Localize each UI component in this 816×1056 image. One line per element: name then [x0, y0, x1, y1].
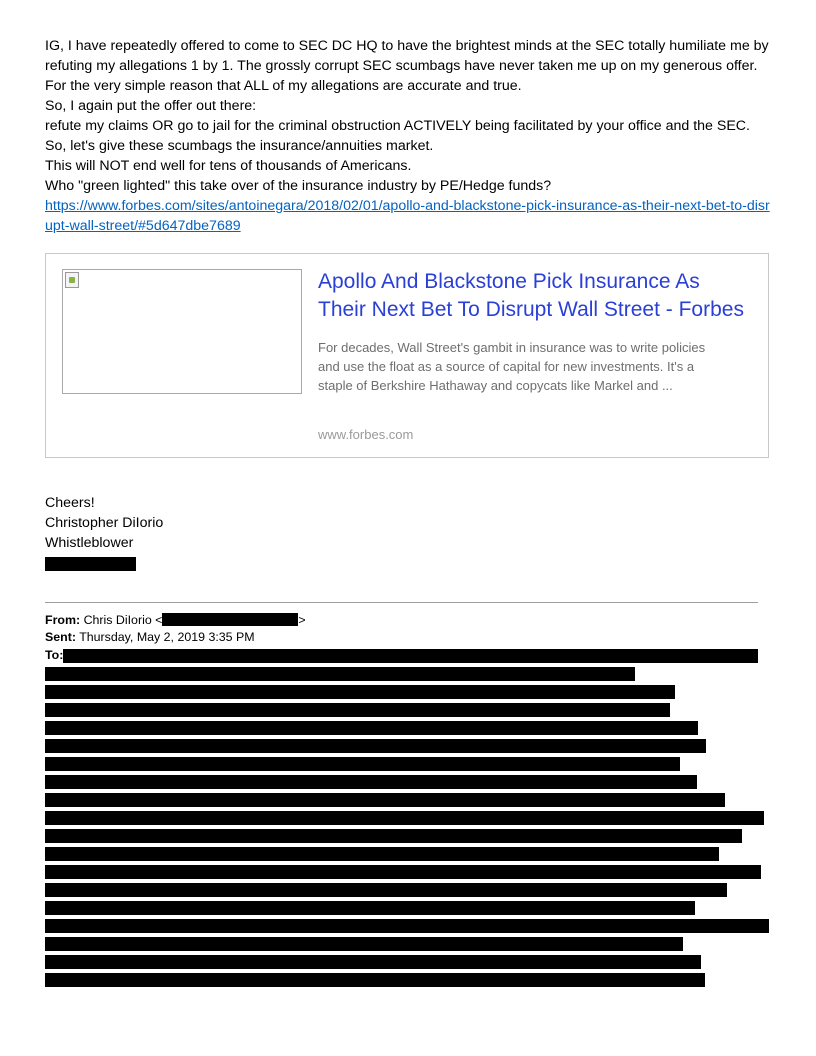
- from-close: >: [298, 613, 306, 627]
- redaction-bar: [45, 739, 706, 753]
- redaction-bar: [45, 955, 701, 969]
- divider: [45, 602, 758, 603]
- body-line: Who "green lighted" this take over of the insurance industry by PE/Hedge funds?: [45, 178, 552, 194]
- to-line: [45, 647, 63, 663]
- sent-line: [45, 629, 255, 645]
- preview-title[interactable]: Apollo And Blackstone Pick Insurance As Their Next Bet To Disrupt Wall Street - Forbes: [318, 270, 744, 321]
- signature-role: Whistleblower: [45, 535, 134, 551]
- redaction-bar: [45, 829, 742, 843]
- preview-thumbnail: [62, 269, 302, 394]
- sent-value: Thursday, May 2, 2019 3:35 PM: [79, 630, 255, 644]
- redaction-bar: [45, 919, 769, 933]
- signature-closing: Cheers!: [45, 495, 95, 511]
- redaction-bar: [45, 703, 670, 717]
- body-line: This will NOT end well for tens of thousands of Americans.: [45, 158, 412, 174]
- body-line: refute my claims OR go to jail for the criminal obstruction ACTIVELY being facilitated by your office and the SEC.: [45, 118, 750, 134]
- redaction-bar: [45, 811, 764, 825]
- redaction-bar: [45, 937, 683, 951]
- signature-name: Christopher DiIorio: [45, 515, 164, 531]
- redaction-bar: [45, 667, 635, 681]
- link-preview-card[interactable]: [45, 253, 769, 458]
- email-body: [45, 36, 775, 236]
- preview-domain: www.forbes.com: [318, 427, 414, 442]
- redaction-bar: [45, 775, 697, 789]
- from-name: Chris DiIorio <: [83, 613, 163, 627]
- redaction-bar: [45, 721, 698, 735]
- redaction-bar: [63, 649, 758, 663]
- broken-image-icon: [65, 272, 79, 288]
- redaction-bar: [45, 847, 719, 861]
- redaction-bar: [45, 793, 725, 807]
- to-label: To:: [45, 648, 64, 662]
- redaction-bar: [45, 883, 727, 897]
- from-label: From:: [45, 613, 81, 627]
- redaction-bar: [45, 973, 705, 987]
- body-line: So, I again put the offer out there:: [45, 98, 257, 114]
- signature-block: [45, 493, 163, 571]
- forbes-article-link[interactable]: https://www.forbes.com/sites/antoinegara/2018/02/01/apollo-and-blackstone-pick-insurance-as-their-next-bet-to-disrupt-wall-street/#5d647dbe7689: [45, 198, 770, 234]
- redaction-bar: [45, 557, 136, 571]
- from-line: [45, 612, 306, 628]
- redaction-bar: [45, 685, 675, 699]
- sent-label: Sent:: [45, 630, 76, 644]
- body-line: So, let's give these scumbags the insurance/annuities market.: [45, 138, 434, 154]
- redaction-bar: [45, 865, 761, 879]
- preview-description: For decades, Wall Street's gambit in insurance was to write policies and use the float as a source of capital for new investments. It's a staple of Berkshire Hathaway and copycats like Markel and ...: [318, 340, 706, 393]
- redaction-bar: [45, 757, 680, 771]
- redaction-bar: [162, 613, 298, 626]
- body-paragraph: IG, I have repeatedly offered to come to SEC DC HQ to have the brightest minds at the SEC totally humiliate me by refuting my allegations 1 by 1. The grossly corrupt SEC scumbags have never taken me up on my generous offer. For the very simple reason that ALL of my allegations are accurate and true.: [45, 38, 769, 94]
- redaction-bar: [45, 901, 695, 915]
